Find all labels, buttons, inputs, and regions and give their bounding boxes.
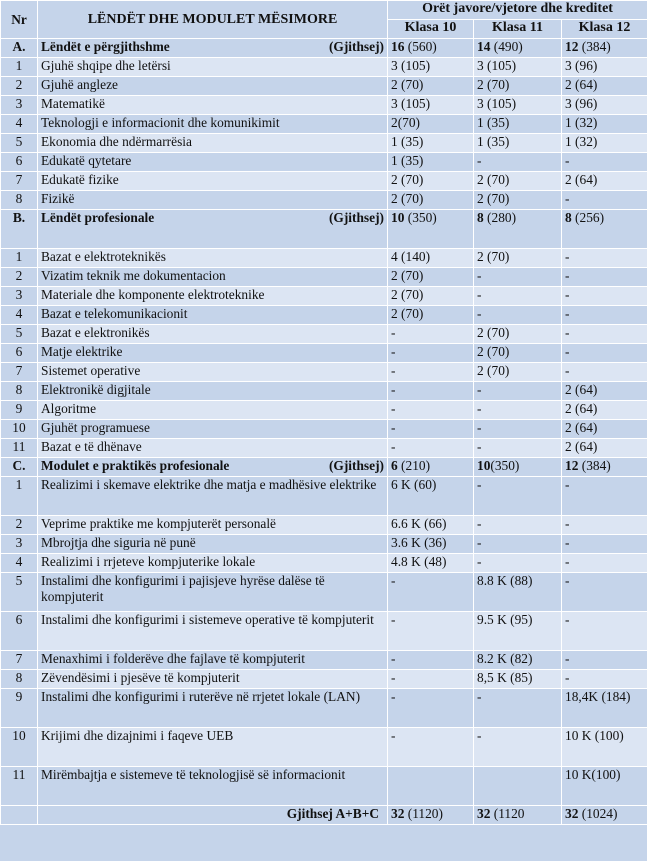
row-value-klasa-10: 4 (140) [388,249,474,268]
table-row [1,401,647,420]
row-value-klasa-12: - [562,670,647,689]
table-row [1,767,647,806]
row-nr: 7 [1,172,38,191]
row-value-klasa-10-rest: (210) [397,458,431,473]
row-nr: 6 [1,344,38,363]
row-value-klasa-12: 2 (64) [562,172,647,191]
row-nr: C. [1,458,38,477]
table-row [1,689,647,728]
row-value-klasa-10: 2 (70) [388,306,474,325]
table-row [1,153,647,172]
row-value-klasa-11: - [474,268,562,287]
row-value-klasa-11: 8,5 K (85) [474,670,562,689]
row-value-klasa-12: - [562,363,647,382]
row-value-klasa-12: - [562,191,647,210]
row-value-klasa-11: 2 (70) [474,325,562,344]
row-value-klasa-12: - [562,651,647,670]
row-nr: 3 [1,287,38,306]
row-value-klasa-10: 6.6 K (66) [388,516,474,535]
row-nr: A. [1,39,38,58]
row-value-klasa-11 [474,210,562,249]
row-nr: 8 [1,670,38,689]
row-value-klasa-11: 2 (70) [474,249,562,268]
row-name: Materiale dhe komponente elektroteknike [38,287,388,306]
row-nr: 5 [1,573,38,612]
row-name: Bazat e elektronikës [38,325,388,344]
row-value-klasa-12: - [562,249,647,268]
section-row [1,458,647,477]
table-row [1,134,647,153]
row-value-klasa-12: 2 (64) [562,420,647,439]
row-value-klasa-11: 2 (70) [474,172,562,191]
total-klasa-11-bold: 32 [477,806,491,821]
row-value-klasa-11 [474,767,562,806]
row-value-klasa-11: 8.8 K (88) [474,573,562,612]
row-value-klasa-10: - [388,573,474,612]
row-value-klasa-11: - [474,554,562,573]
row-value-klasa-10: 1 (35) [388,134,474,153]
row-value-klasa-11: - [474,306,562,325]
row-value-klasa-11: - [474,477,562,516]
row-value-klasa-11: 1 (35) [474,134,562,153]
row-value-klasa-12: - [562,153,647,172]
row-value-klasa-10: 2 (70) [388,172,474,191]
row-value-klasa-12-bold: 12 [565,39,579,54]
section-heading [41,458,384,474]
row-value-klasa-12: - [562,516,647,535]
section-row [1,210,647,249]
table-row [1,96,647,115]
row-value-klasa-12: - [562,268,647,287]
header-klasa-11: Klasa 11 [474,20,562,39]
row-value-klasa-10: - [388,651,474,670]
total-klasa-10 [388,806,474,825]
row-name: Ekonomia dhe ndërmarrësia [38,134,388,153]
section-name-cell [38,39,388,58]
row-value-klasa-12: 1 (32) [562,134,647,153]
table-row [1,249,647,268]
row-value-klasa-12 [562,39,647,58]
table-row [1,382,647,401]
row-value-klasa-11: 2 (70) [474,344,562,363]
row-nr: 5 [1,325,38,344]
table-row [1,439,647,458]
row-value-klasa-11: 3 (105) [474,96,562,115]
section-name-cell [38,458,388,477]
row-value-klasa-11: 1 (35) [474,115,562,134]
row-name: Fizikë [38,191,388,210]
row-name: Teknologji e informacionit dhe komunikimit [38,115,388,134]
row-name: Edukatë fizike [38,172,388,191]
section-total-label: (Gjithsej) [328,458,384,473]
row-value-klasa-10: 2 (70) [388,191,474,210]
total-klasa-12-rest: (1024) [578,806,618,821]
row-value-klasa-12 [562,210,647,249]
row-value-klasa-12: - [562,287,647,306]
row-nr: 9 [1,401,38,420]
table-row [1,535,647,554]
row-value-klasa-11 [474,458,562,477]
row-value-klasa-10: 3 (105) [388,58,474,77]
row-value-klasa-11 [474,39,562,58]
row-value-klasa-10: - [388,325,474,344]
row-nr: 6 [1,612,38,651]
table-row [1,344,647,363]
table-row [1,651,647,670]
row-value-klasa-10-rest: (560) [404,39,437,54]
row-name: Gjuhë shqipe dhe letërsi [38,58,388,77]
row-nr: 1 [1,249,38,268]
row-name: Gjuhët programuese [38,420,388,439]
row-value-klasa-10: 1 (35) [388,153,474,172]
table-row [1,363,647,382]
row-nr: 8 [1,382,38,401]
table-row [1,268,647,287]
row-value-klasa-12: 2 (64) [562,401,647,420]
total-klasa-10-bold: 32 [391,806,405,821]
row-value-klasa-12: 3 (96) [562,58,647,77]
row-value-klasa-11: - [474,728,562,767]
row-value-klasa-11-bold: 8 [477,210,484,225]
row-nr: 2 [1,77,38,96]
row-name: Mbrojtja dhe siguria në punë [38,535,388,554]
row-nr: 1 [1,58,38,77]
row-value-klasa-12 [562,458,647,477]
section-heading [41,39,384,55]
table-row [1,420,647,439]
table-row [1,477,647,516]
row-value-klasa-10: - [388,344,474,363]
total-klasa-12-bold: 32 [565,806,579,821]
row-nr: 3 [1,96,38,115]
row-value-klasa-11: - [474,153,562,172]
row-value-klasa-12-rest: (384) [578,39,611,54]
row-value-klasa-12: 3 (96) [562,96,647,115]
section-heading [41,210,384,226]
row-nr: 10 [1,728,38,767]
section-name: Modulet e praktikës profesionale [41,458,230,473]
row-value-klasa-11: - [474,382,562,401]
table-row [1,77,647,96]
table-row [1,516,647,535]
row-value-klasa-11: - [474,535,562,554]
row-value-klasa-11: 2 (70) [474,191,562,210]
header-klasa-12: Klasa 12 [562,20,647,39]
row-value-klasa-10: 3 (105) [388,96,474,115]
row-name: Veprime praktike me kompjuterët personalë [38,516,388,535]
row-value-klasa-11: 2 (70) [474,363,562,382]
row-value-klasa-11: - [474,439,562,458]
row-value-klasa-10-rest: (350) [404,210,437,225]
table-row [1,728,647,767]
row-value-klasa-12: 2 (64) [562,77,647,96]
row-value-klasa-11: 9.5 K (95) [474,612,562,651]
total-klasa-12 [562,806,647,825]
row-value-klasa-10: 2 (70) [388,77,474,96]
row-name: Edukatë qytetare [38,153,388,172]
row-value-klasa-10 [388,458,474,477]
section-name: Lëndët profesionale [41,210,155,225]
row-value-klasa-11-bold: 14 [477,39,491,54]
table-row [1,325,647,344]
row-value-klasa-11: 3 (105) [474,58,562,77]
row-value-klasa-11: 2 (70) [474,77,562,96]
row-value-klasa-10 [388,210,474,249]
row-nr: 4 [1,306,38,325]
row-value-klasa-10-bold: 6 [391,458,398,473]
section-name-cell [38,210,388,249]
total-klasa-10-rest: (1120) [404,806,443,821]
header-hours-title: Orët javore/vjetore dhe kreditet [388,1,647,20]
row-name: Bazat e të dhënave [38,439,388,458]
row-value-klasa-10: 2(70) [388,115,474,134]
row-value-klasa-10: 3.6 K (36) [388,535,474,554]
row-name: Elektronikë digjitale [38,382,388,401]
row-value-klasa-11: 8.2 K (82) [474,651,562,670]
row-name: Krijimi dhe dizajnimi i faqeve UEB [38,728,388,767]
row-nr: 3 [1,535,38,554]
row-name: Matematikë [38,96,388,115]
row-value-klasa-10: 6 K (60) [388,477,474,516]
total-row [1,806,647,825]
row-value-klasa-12: - [562,325,647,344]
row-value-klasa-12: 10 K(100) [562,767,647,806]
row-value-klasa-12-bold: 12 [565,458,579,473]
row-name: Instalimi dhe konfigurimi i sistemeve operative të kompjuterit [38,612,388,651]
section-total-label: (Gjithsej) [328,210,384,225]
row-nr: 9 [1,689,38,728]
row-nr: 4 [1,115,38,134]
row-value-klasa-10-bold: 16 [391,39,405,54]
row-nr: 4 [1,554,38,573]
row-value-klasa-10: - [388,612,474,651]
section-row [1,39,647,58]
row-name: Vizatim teknik me dokumentacion [38,268,388,287]
row-value-klasa-11: - [474,401,562,420]
row-nr: 2 [1,516,38,535]
row-value-klasa-12: 18,4K (184) [562,689,647,728]
section-total-label: (Gjithsej) [328,39,384,54]
row-value-klasa-10 [388,767,474,806]
row-value-klasa-11-rest: (280) [483,210,517,225]
row-value-klasa-11-rest: (490) [490,39,523,54]
row-value-klasa-12: - [562,535,647,554]
row-value-klasa-12: 2 (64) [562,439,647,458]
header-nr: Nr [1,1,38,39]
row-value-klasa-11-bold: 10 [477,458,491,473]
row-nr: 7 [1,651,38,670]
row-value-klasa-11: - [474,516,562,535]
row-value-klasa-11-rest: (350) [490,458,520,473]
row-value-klasa-12-rest: (384) [578,458,611,473]
row-name: Gjuhë angleze [38,77,388,96]
row-name: Instalimi dhe konfigurimi i ruterëve në rrjetet lokale (LAN) [38,689,388,728]
table-row [1,554,647,573]
row-nr: B. [1,210,38,249]
row-name: Sistemet operative [38,363,388,382]
row-value-klasa-10: - [388,420,474,439]
row-name: Zëvendësimi i pjesëve të kompjuterit [38,670,388,689]
row-value-klasa-12: 1 (32) [562,115,647,134]
row-value-klasa-10: - [388,363,474,382]
table-row [1,670,647,689]
row-value-klasa-10: - [388,382,474,401]
row-value-klasa-10: - [388,439,474,458]
total-klasa-11 [474,806,562,825]
row-name: Menaxhimi i folderëve dhe fajlave të kompjuterit [38,651,388,670]
row-nr: 10 [1,420,38,439]
row-nr: 6 [1,153,38,172]
section-name: Lëndët e përgjithshme [41,39,170,54]
row-value-klasa-10: 4.8 K (48) [388,554,474,573]
row-nr: 5 [1,134,38,153]
total-nr [1,806,38,825]
row-value-klasa-12: 2 (64) [562,382,647,401]
row-name: Realizimi i rrjeteve kompjuterike lokale [38,554,388,573]
header-title: LËNDËT DHE MODULET MËSIMORE [38,1,388,39]
row-value-klasa-12: - [562,554,647,573]
table-row [1,306,647,325]
row-value-klasa-10 [388,39,474,58]
row-name: Bazat e telekomunikacionit [38,306,388,325]
row-value-klasa-10: - [388,689,474,728]
row-value-klasa-12: - [562,477,647,516]
row-value-klasa-10: - [388,670,474,689]
row-nr: 1 [1,477,38,516]
row-value-klasa-11: - [474,689,562,728]
table-row [1,58,647,77]
row-name: Matje elektrike [38,344,388,363]
header-klasa-10: Klasa 10 [388,20,474,39]
row-value-klasa-10-bold: 10 [391,210,405,225]
row-name: Mirëmbajtja e sistemeve të teknologjisë së informacionit [38,767,388,806]
total-klasa-11-rest: (1120 [490,806,525,821]
table-row [1,573,647,612]
row-name: Algoritme [38,401,388,420]
row-name: Instalimi dhe konfigurimi i pajisjeve hyrëse dalëse të kompjuterit [38,573,388,612]
row-value-klasa-10: 2 (70) [388,268,474,287]
row-value-klasa-12: - [562,306,647,325]
row-value-klasa-11: - [474,287,562,306]
table-row [1,612,647,651]
table-row [1,115,647,134]
table-row [1,287,647,306]
total-label: Gjithsej A+B+C [38,806,388,825]
row-value-klasa-10: - [388,728,474,767]
row-value-klasa-12: - [562,573,647,612]
row-nr: 11 [1,767,38,806]
row-value-klasa-12-bold: 8 [565,210,572,225]
row-value-klasa-11: - [474,420,562,439]
row-name: Bazat e elektroteknikës [38,249,388,268]
row-value-klasa-12-rest: (256) [571,210,605,225]
table-row [1,172,647,191]
row-nr: 7 [1,363,38,382]
row-value-klasa-10: 2 (70) [388,287,474,306]
table-row [1,191,647,210]
row-value-klasa-12: - [562,612,647,651]
row-name: Realizimi i skemave elektrike dhe matja e madhësive elektrike [38,477,388,516]
row-nr: 2 [1,268,38,287]
row-value-klasa-10: - [388,401,474,420]
row-nr: 11 [1,439,38,458]
row-value-klasa-12: 10 K (100) [562,728,647,767]
row-value-klasa-12: - [562,344,647,363]
row-nr: 8 [1,191,38,210]
